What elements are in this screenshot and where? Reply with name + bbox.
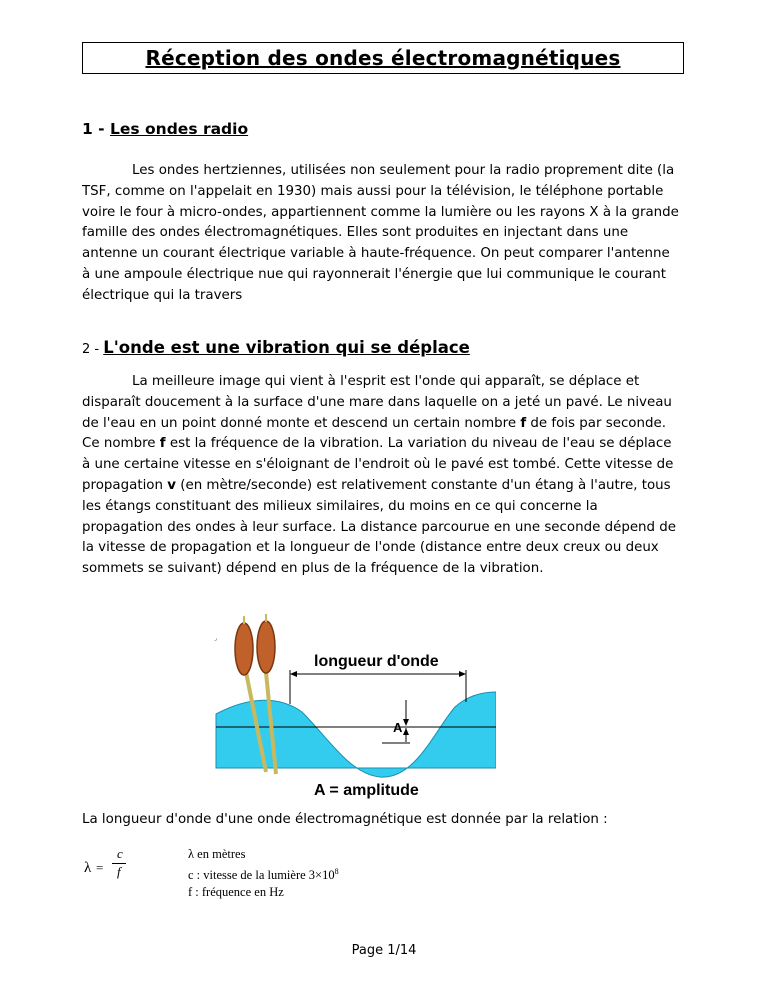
page-title: Réception des ondes électromagnétiques: [145, 46, 621, 70]
lambda-symbol: λ: [84, 860, 92, 876]
section-2-paragraph: La meilleure image qui vient à l'esprit est l'onde qui apparaît, se déplace et disparaît doucement à la surface d'une mare dans laquelle on a jeté un pavé. Le niveau de l'eau en un point donné monte et descend un certain nombre f de fois par seconde. Ce nombre f est la fréquence de la vibration. La variation du niveau de l'eau se déplace à une certaine vitesse en s'éloignant de l'endroit où le pavé est tombé. Cette vitesse de propagation v (en mètre/seconde) est relativement constante d'un étang à l'autre, tous les étangs constituant des milieux similaires, du moins en ce qui concerne la propagation des ondes à leur surface. La distance parcourue en une seconde dépend de la vitesse de propagation et la longueur de l'onde (distance entre deux creux ou deux sommets se suivant) dépend en plus de la fréquence de la vibration.: [82, 374, 677, 577]
wave-figure: [210, 612, 496, 802]
amplitude-caption: A = amplitude: [314, 782, 419, 799]
section-1-heading: [82, 120, 248, 138]
cattail-head: [257, 621, 275, 673]
section-1-number: 1 -: [82, 120, 111, 138]
velocity-symbol: v: [167, 477, 176, 493]
section-2-number: 2 -: [82, 342, 104, 357]
legend-frequency: f : fréquence en Hz: [188, 885, 284, 900]
equals-sign: =: [96, 860, 104, 875]
formula-legend: [188, 846, 339, 901]
relation-intro: La longueur d'onde d'une onde électromagnétique est donnée par la relation :: [82, 812, 608, 827]
section-2-title: L'onde est une vibration qui se déplace: [103, 338, 470, 357]
formula-numerator: c: [117, 846, 123, 861]
section-2-heading: [82, 338, 470, 357]
wave-diagram: [210, 612, 496, 802]
section-1-paragraph: Les ondes hertziennes, utilisées non seulement pour la radio proprement dite (la TSF, comme on l'appelait en 1930) mais aussi pour la télévision, le téléphone portable voire le four à micro-ondes, appartiennent comme la lumière ou les rayons X à la grande famille des ondes électromagnétiques. Elles sont produites en injectant dans une antenne un courant électrique variable à haute-fréquence. On peut comparer l'antenne à une ampoule électrique nue qui rayonnerait l'énergie que lui communique le courant électrique qui la travers: [82, 163, 679, 303]
section-1-title: Les ondes radio: [110, 120, 249, 138]
legend-speed: c : vitesse de la lumière $3\times 10^8$: [188, 867, 339, 883]
amplitude-marker: A: [393, 720, 403, 735]
frequency-symbol: f: [159, 436, 166, 452]
frequency-symbol: f: [520, 415, 527, 431]
title-box: [82, 42, 684, 74]
formula-denominator: f: [117, 864, 121, 879]
svg-text:⌟: ⌟: [214, 635, 217, 642]
page-number: Page 1/14: [351, 943, 417, 958]
wavelength-label: longueur d'onde: [314, 653, 439, 670]
legend-lambda: λ en mètres: [188, 847, 246, 861]
cattail-head: [235, 623, 253, 675]
